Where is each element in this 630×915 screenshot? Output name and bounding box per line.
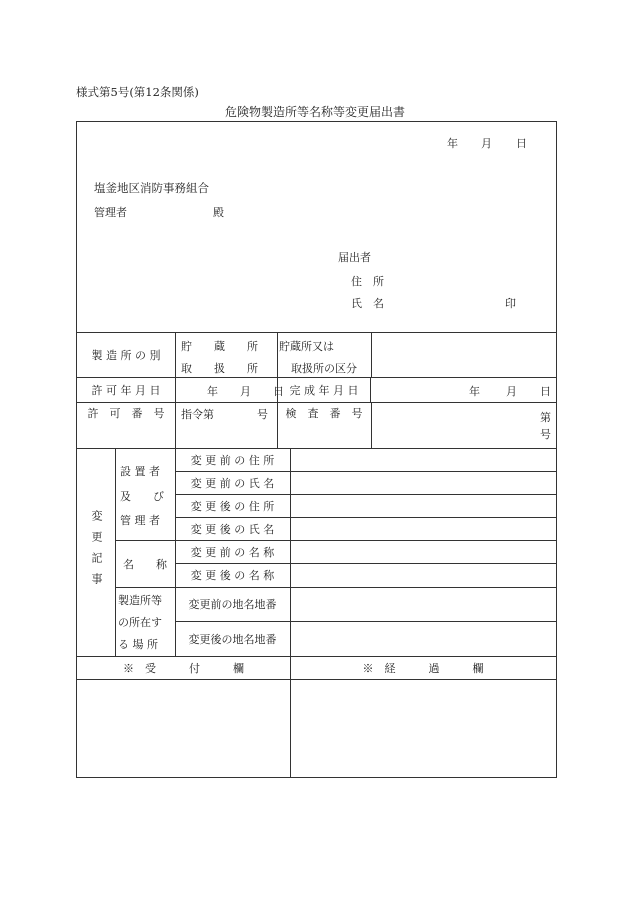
location-line3: る 場 所 — [118, 638, 158, 651]
permit-number-label: 許 可 番 号 — [87, 407, 165, 420]
storage-label: 貯 蔵 所 — [181, 340, 258, 353]
facility-distinction-label: 製 造 所 の 別 — [91, 348, 161, 362]
reception-area[interactable] — [77, 680, 289, 777]
row-before-address: 変 更 前 の 住 所 — [190, 453, 275, 467]
addressee-organization: 塩釜地区消防事務組合 — [94, 181, 209, 195]
submitter-name-label: 氏 名 — [351, 297, 384, 310]
addressee-honorific: 殿 — [213, 206, 224, 219]
date-year: 年 — [447, 137, 458, 150]
seal-mark: 印 — [505, 297, 516, 310]
location-line2: の所在す — [118, 616, 162, 629]
submitter-label: 届出者 — [338, 251, 371, 264]
row-before-title: 変 更 前 の 名 称 — [190, 545, 275, 559]
form-number: 様式第5号(第12条関係) — [76, 85, 199, 99]
location-line1: 製造所等 — [118, 594, 162, 607]
directive-suffix: 号 — [257, 408, 268, 421]
document-title: 危険物製造所等名称等変更届出書 — [224, 105, 405, 119]
completion-month: 月 — [506, 385, 517, 398]
name-group-label: 名 称 — [123, 557, 167, 571]
directive-prefix: 指令第 — [181, 408, 214, 421]
inspection-number-label: 検 査 番 号 — [285, 407, 363, 420]
progress-column-label: ※ 経 過 欄 — [362, 661, 484, 675]
installer-line1: 設 置 者 — [120, 465, 160, 478]
addressee-role: 管理者 — [94, 206, 127, 219]
change-section-label: 変更記事 — [90, 510, 103, 594]
form-frame — [76, 121, 557, 778]
inspection-dai: 第 — [540, 411, 551, 424]
progress-area[interactable] — [291, 680, 556, 777]
storage-or-handling-line2: 取扱所の区分 — [291, 362, 357, 375]
completion-day: 日 — [540, 385, 551, 398]
completion-date-label: 完 成 年 月 日 — [289, 383, 359, 397]
row-after-name: 変 更 後 の 氏 名 — [190, 522, 275, 536]
inspection-go: 号 — [540, 428, 551, 441]
row-after-title: 変 更 後 の 名 称 — [190, 569, 275, 582]
reception-column-label: ※ 受 付 欄 — [123, 661, 244, 675]
handling-label: 取 扱 所 — [181, 362, 258, 375]
storage-or-handling-line1: 貯蔵所又は — [279, 340, 334, 353]
date-month: 月 — [481, 137, 492, 150]
installer-line3: 管 理 者 — [120, 514, 160, 527]
submitter-address-label: 住 所 — [351, 275, 384, 288]
permit-date-label: 許 可 年 月 日 — [91, 383, 161, 397]
row-before-name: 変 更 前 の 氏 名 — [190, 476, 275, 490]
row-after-lot: 変更後の地名地番 — [188, 632, 277, 646]
row-after-address: 変 更 後 の 住 所 — [190, 499, 275, 513]
permit-date-value: 年 月 日 — [207, 385, 284, 398]
installer-line2: 及 び — [120, 490, 164, 503]
row-before-lot: 変更前の地名地番 — [188, 598, 277, 611]
date-day: 日 — [516, 137, 527, 150]
completion-year: 年 — [469, 385, 480, 398]
